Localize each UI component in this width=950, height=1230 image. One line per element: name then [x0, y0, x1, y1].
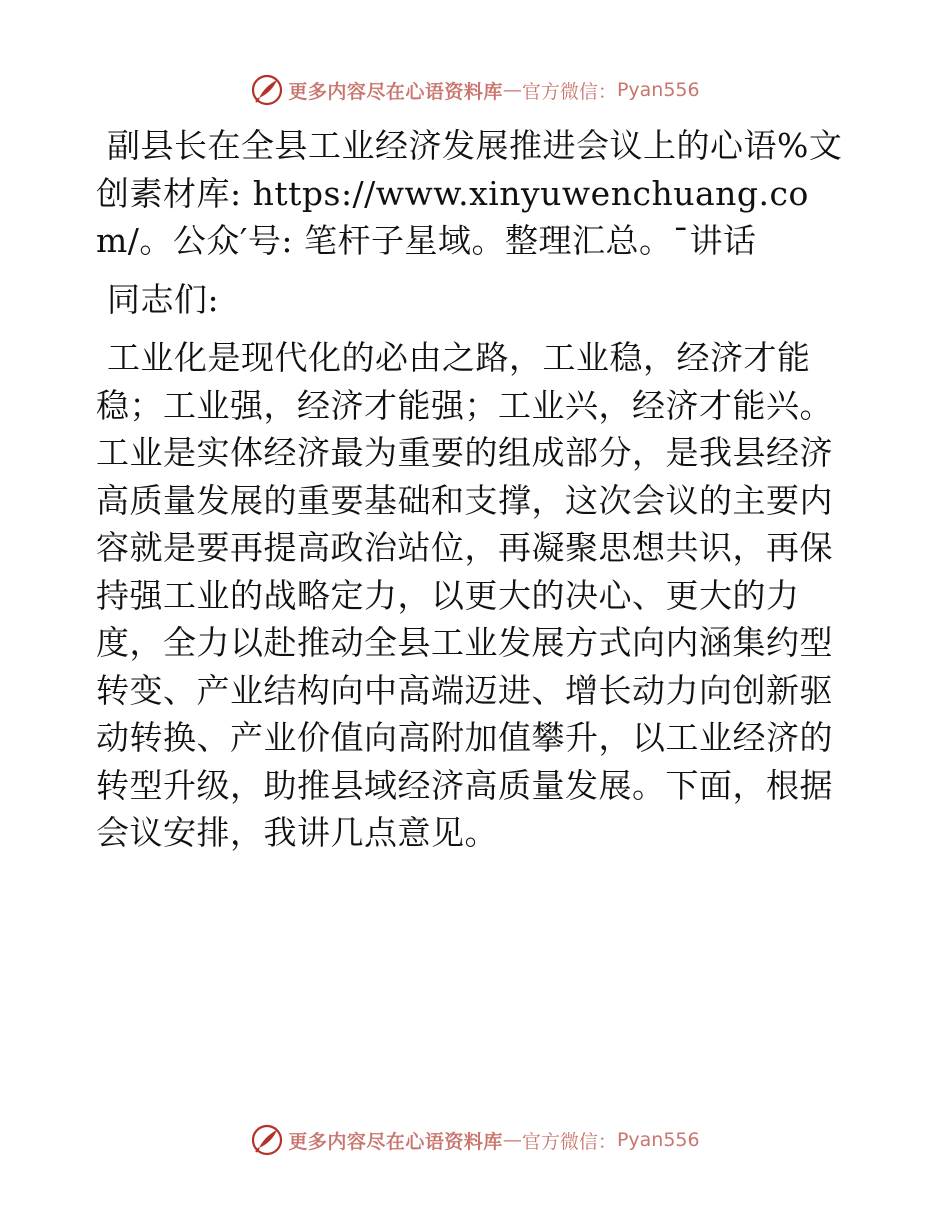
- banner-main-text: 更多内容尽在心语资料库: [288, 80, 503, 103]
- banner-dash: —: [502, 1129, 522, 1151]
- document-title: 副县长在全县工业经济发展推进会议上的心语%文创素材库: https://www.xinyuwenchuang.com/。公众′号: 笔杆子星域。整理汇总。¯讲话: [96, 126, 843, 260]
- quill-logo-icon: [250, 73, 284, 107]
- banner-wechat-id: Pyan556: [616, 1129, 700, 1151]
- banner-dash: —: [502, 79, 522, 101]
- quill-logo-icon: [250, 1123, 284, 1157]
- banner-wechat-label: 官方微信：: [521, 80, 617, 103]
- banner-wechat-label: 官方微信：: [521, 1130, 617, 1153]
- document-body: [96, 122, 856, 857]
- header-watermark-banner: [0, 70, 950, 110]
- body-paragraph: 工业化是现代化的必由之路，工业稳，经济才能稳；工业强，经济才能强；工业兴，经济才能兴。工业是实体经济最为重要的组成部分，是我县经济高质量发展的重要基础和支撑，这次会议的主要内容就是要再提高政治站位，再凝聚思想共识，再保持强工业的战略定力，以更大的决心、更大的力度，全力以赴推动全县工业发展方式向内涵集约型转变、产业结构向中高端迈进、增长动力向创新驱动转换、产业价值向高附加值攀升，以工业经济的转型升级，助推县域经济高质量发展。下面，根据会议安排，我讲几点意见。: [96, 338, 833, 852]
- salutation: 同志们:: [96, 279, 220, 319]
- banner-main-text: 更多内容尽在心语资料库: [288, 1130, 503, 1153]
- footer-watermark-banner: [0, 1120, 950, 1160]
- banner-wechat-id: Pyan556: [616, 79, 700, 101]
